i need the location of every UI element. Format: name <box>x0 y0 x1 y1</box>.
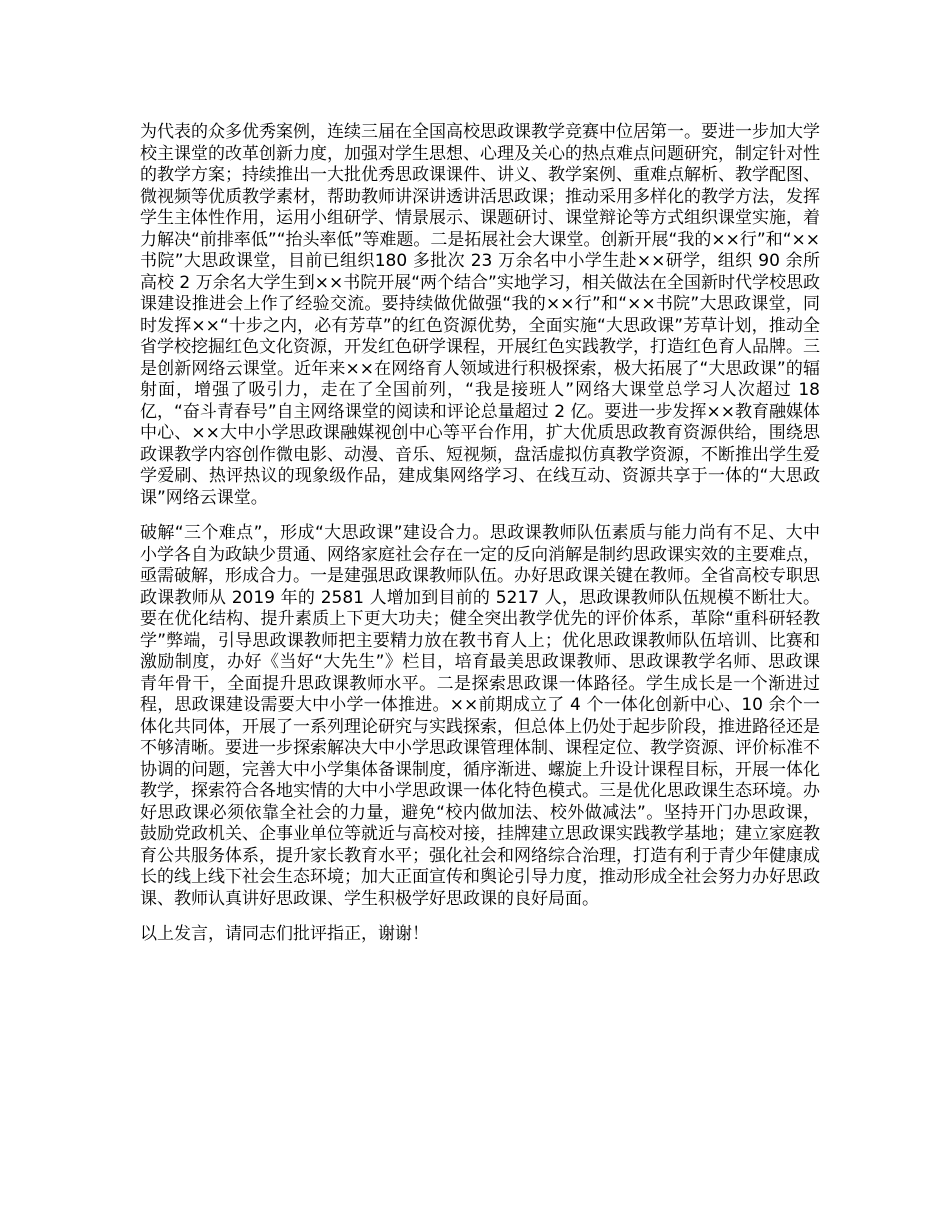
document-body <box>140 122 820 960</box>
body-paragraph: 为代表的众多优秀案例，连续三届在全国高校思政课教学竞赛中位居第一。要进一步加大学校主课堂的改革创新力度，加强对学生思想、心理及关心的热点难点问题研究，制定针对性的教学方案；持续推出一大批优秀思政课课件、讲义、教学案例、重难点解析、教学配图、微视频等优质教学素材，帮助教师讲深讲透讲活思政课；推动采用多样化的教学方法，发挥学生主体性作用，运用小组研学、情景展示、课题研讨、课堂辩论等方式组织课堂实施，着力解决“前排率低”“抬头率低”等难题。二是拓展社会大课堂。创新开展“我的××行”和“××书院”大思政课堂，目前已组织180 多批次 23 万余名中小学生赴××研学，组织 90 余所高校 2 万余名大学生到××书院开展“两个结合”实地学习，相关做法在全国新时代学校思政课建设推进会上作了经验交流。要持续做优做强“我的××行”和“××书院”大思政课堂，同时发挥××“十步之内，必有芳草”的红色资源优势，全面实施“大思政课”芳草计划，推动全省学校挖掘红色文化资源，开发红色研学课程，开展红色实践教学，打造红色育人品牌。三是创新网络云课堂。近年来××在网络育人领域进行积极探索，极大拓展了“大思政课”的辐射面，增强了吸引力，走在了全国前列，“我是接班人”网络大课堂总学习人次超过 18 亿，“奋斗青春号”自主网络课堂的阅读和评论总量超过 2 亿。要进一步发挥××教育融媒体中心、××大中小学思政课融媒视创中心等平台作用，扩大优质思政教育资源供给，围绕思政课教学内容创作微电影、动漫、音乐、短视频，盘活虚拟仿真教学资源，不断推出学生爱学爱刷、热评热议的现象级作品，建成集网络学习、在线互动、资源共享于一体的“大思政课”网络云课堂。 <box>140 122 820 508</box>
body-paragraph: 破解“三个难点”，形成“大思政课”建设合力。思政课教师队伍素质与能力尚有不足、大中小学各自为政缺少贯通、网络家庭社会存在一定的反向消解是制约思政课实效的主要难点，亟需破解，形成合力。一是建强思政课教师队伍。办好思政课关键在教师。全省高校专职思政课教师从 2019 年的 2581 人增加到目前的 5217 人，思政课教师队伍规模不断壮大。要在优化结构、提升素质上下更大功夫；健全突出教学优先的评价体系，革除“重科研轻教学”弊端，引导思政课教师把主要精力放在教书育人上；优化思政课教师队伍培训、比赛和激励制度，办好《当好“大先生”》栏目，培育最美思政课教师、思政课教学名师、思政课青年骨干，全面提升思政课教师水平。二是探索思政课一体路径。学生成长是一个渐进过程，思政课建设需要大中小学一体推进。××前期成立了 4 个一体化创新中心、10 余个一体化共同体，开展了一系列理论研究与实践探索，但总体上仍处于起步阶段，推进路径还是不够清晰。要进一步探索解决大中小学思政课管理体制、课程定位、教学资源、评价标准不协调的问题，完善大中小学集体备课制度，循序渐进、螺旋上升设计课程目标，开展一体化教学，探索符合各地实情的大中小学思政课一体化特色模式。三是优化思政课生态环境。办好思政课必须依靠全社会的力量，避免“校内做加法、校外做减法”。坚持开门办思政课，鼓励党政机关、企事业单位等就近与高校对接，挂牌建立思政课实践教学基地；建立家庭教育公共服务体系，提升家长教育水平；强化社会和网络综合治理，打造有利于青少年健康成长的线上线下社会生态环境；加大正面宣传和舆论引导力度，推动形成全社会努力办好思政课、教师认真讲好思政课、学生积极学好思政课的良好局面。 <box>140 523 820 909</box>
closing-paragraph: 以上发言，请同志们批评指正，谢谢！ <box>140 924 429 944</box>
